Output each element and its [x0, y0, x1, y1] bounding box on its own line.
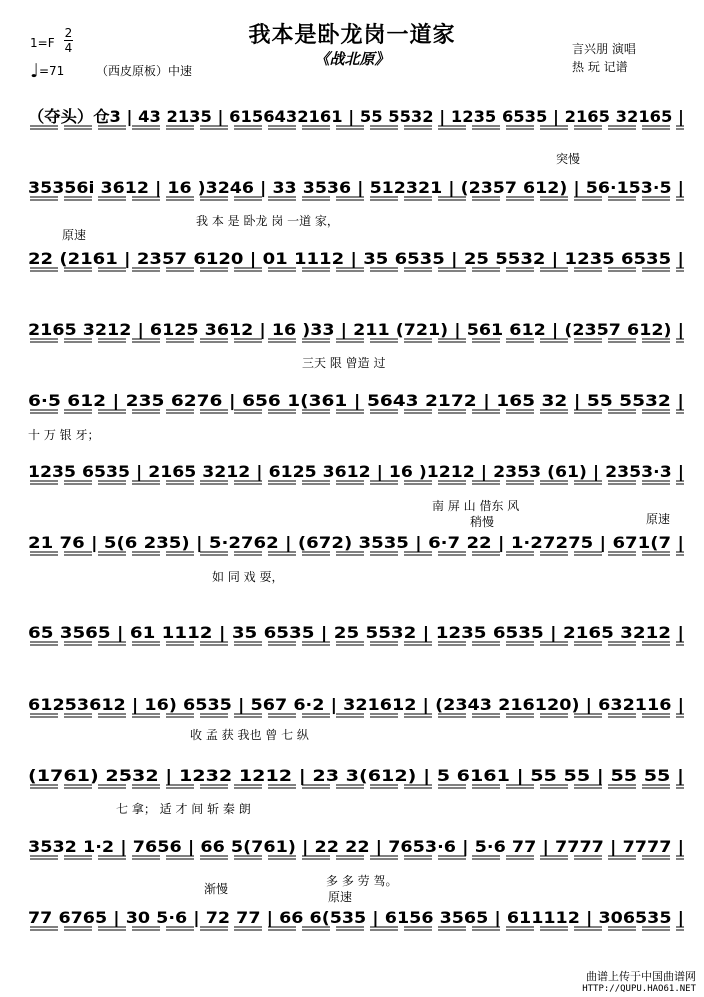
watermark: [582, 970, 696, 996]
score-row: [28, 107, 684, 129]
score-row: [28, 533, 684, 555]
meter-bottom: 4: [64, 41, 73, 55]
notation-text: 6·5 612 | 235 6276 | 656 1(361 | 5643 2172 | 165 32 | 55 5532 |: [28, 391, 595, 410]
score-row: [28, 178, 684, 200]
watermark-url: HTTP://QUPU.HAO61.NET: [582, 984, 696, 994]
score-row: [28, 908, 684, 930]
quarter-note-icon: ♩: [30, 60, 39, 82]
key-signature: 1=F: [30, 36, 55, 50]
score-row: [28, 837, 684, 859]
tempo-mark: 原速: [646, 512, 671, 526]
notation-text: 65 3565 | 61 1112 | 35 6535 | 25 5532 | 1235 6535 | 2165 3212 |: [28, 623, 604, 642]
notation-text: 22 (2161 | 2357 6120 | 01 1112 | 35 6535 | 25 5532 | 1235 6535 |: [28, 249, 611, 268]
lyric-line: 多 多 劳 驾。: [326, 874, 398, 888]
performance-style: （西皮原板）中速: [96, 64, 193, 78]
meter-top: 2: [64, 26, 73, 40]
score-row: [28, 695, 684, 717]
opera-subtitle: 《战北原》: [314, 50, 390, 68]
notation-text: 35356i 3612 | 16 )3246 | 33 3536 | 512321 | (2357 612) | 56·153·5 |: [28, 178, 632, 197]
score-row: [28, 249, 684, 271]
tempo-mark: 原速: [62, 228, 87, 242]
tempo-mark: 突慢: [556, 152, 581, 166]
lyric-line: 如 同 戏 耍，: [212, 570, 284, 584]
notation-text: （夺头）仓3 | 43 2135 | 6156432161 | 55 5532 | 1235 6535 | 2165 32165 |: [28, 107, 672, 126]
tempo-mark: 渐慢: [204, 882, 229, 896]
score-row: [28, 766, 684, 788]
singer-credit: 言兴朋 演唱: [572, 42, 636, 56]
notation-text: 1235 6535 | 2165 3212 | 6125 3612 | 16 )1212 | 2353 (61) | 2353·3 |: [28, 462, 637, 481]
watermark-text: 曲谱上传于中国曲谱网: [586, 970, 696, 983]
lyric-line: 我 本 是 卧龙 岗 一道 家，: [196, 214, 339, 228]
notation-text: 2165 3212 | 6125 3612 | 16 )33 | 211 (721) | 561 612 | (2357 612) |: [28, 320, 629, 339]
transcriber-credit: 热 玩 记谱: [572, 60, 628, 74]
song-title: 我本是卧龙岗一道家: [248, 23, 456, 48]
notation-text: 77 6765 | 30 5·6 | 72 77 | 66 6(535 | 6156 3565 | 611112 | 306535 |: [28, 908, 628, 927]
lyric-line: 南 屏 山 借东 风: [432, 499, 520, 513]
score-row: [28, 320, 684, 342]
notation-text: 21 76 | 5(6 235) | 5·2762 | (672) 3535 | 6·7 22 | 1·27275 | 671(7 |: [28, 533, 609, 552]
tempo-mark: 原速: [328, 890, 353, 904]
lyric-line: 七 拿； 适 才 间 斩 秦 朗: [116, 802, 251, 816]
notation-text: 3532 1·2 | 7656 | 66 5(761) | 22 22 | 7653·6 | 5·6 77 | 7777 | 7777 |: [28, 837, 626, 856]
lyric-line: 收 孟 获 我也 曾 七 纵: [190, 728, 309, 742]
lyric-line: 十 万 银 牙；: [28, 428, 100, 442]
score-row: [28, 462, 684, 484]
score-row: [28, 623, 684, 645]
lyric-line: 三天 限 曾造 过: [302, 356, 386, 370]
tempo-mark: 稍慢: [470, 515, 495, 529]
notation-text: 61253612 | 16) 6535 | 567 6·2 | 321612 | (2343 216120) | 632116 |: [28, 695, 626, 714]
notation-text: (1761) 2532 | 1232 1212 | 23 3(612) | 5 6161 | 55 55 | 55 55 |: [28, 766, 577, 785]
tempo-value: =71: [38, 64, 65, 78]
score-row: [28, 391, 684, 413]
